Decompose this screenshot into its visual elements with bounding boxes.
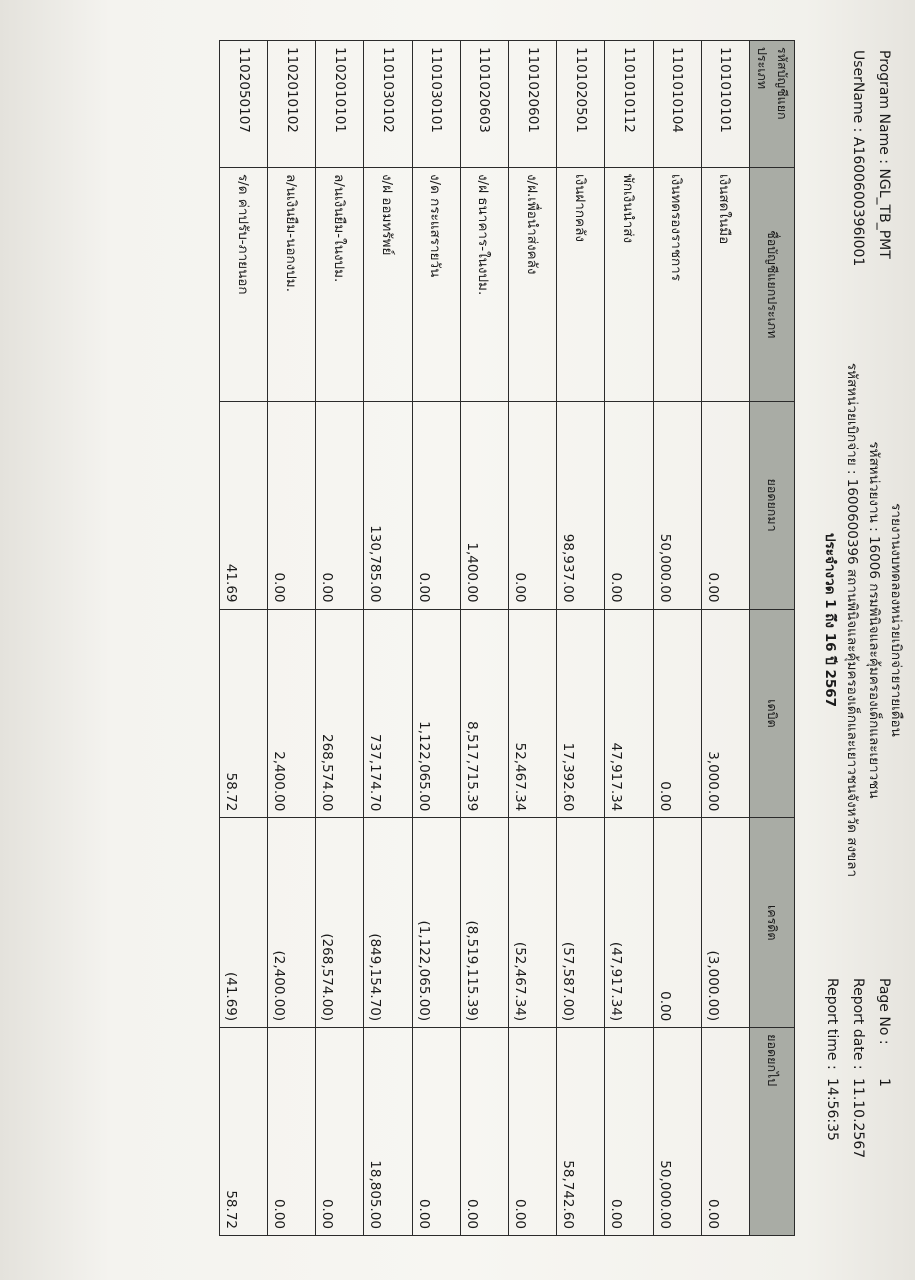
table-row xyxy=(219,41,267,1236)
cell-closing-balance: 58,742.60 xyxy=(557,1028,605,1236)
table-row xyxy=(364,41,412,1236)
col-header-account-name: ชื่อบัญชีแยกประเภท xyxy=(750,167,795,401)
table-row xyxy=(316,41,364,1236)
cell-credit: (2,400.00) xyxy=(268,818,316,1028)
col-header-credit: เครดิต xyxy=(750,818,795,1028)
cell-debit: 737,174.70 xyxy=(364,609,412,818)
cell-account-name: ง/ฝ ธนาคาร-ในงปม. xyxy=(460,167,508,401)
cell-closing-balance: 50,000.00 xyxy=(653,1028,701,1236)
col-header-opening-balance: ยอดยกมา xyxy=(750,401,795,609)
cell-account-code: 1101010101 xyxy=(701,41,749,168)
cell-debit: 2,400.00 xyxy=(268,609,316,818)
cell-opening-balance: 1,400.00 xyxy=(460,401,508,609)
cell-debit: 52,467.34 xyxy=(509,609,557,818)
report-time-value: 14:56:35 xyxy=(824,1078,840,1141)
cell-closing-balance: 0.00 xyxy=(316,1028,364,1236)
cell-account-code: 1101020603 xyxy=(460,41,508,168)
user-name: UserName : A1600600396I001 xyxy=(850,50,866,267)
unit-line: รหัสหน่วยเบิกจ่าย : 1600600396 สถานพินิจและคุ้มครองเด็กและเยาวชนจังหวัด สงขลา xyxy=(844,362,860,878)
cell-credit: 0.00 xyxy=(653,818,701,1028)
col-header-debit: เดบิต xyxy=(750,609,795,818)
cell-credit: (268,574.00) xyxy=(316,818,364,1028)
page-no-value: 1 xyxy=(876,1078,892,1087)
report-date-row xyxy=(845,978,871,1158)
table-row xyxy=(268,41,316,1236)
cell-credit: (52,467.34) xyxy=(509,818,557,1028)
cell-closing-balance: 18,805.00 xyxy=(364,1028,412,1236)
table-row xyxy=(557,41,605,1236)
cell-debit: 268,574.00 xyxy=(316,609,364,818)
cell-account-code: 1102010102 xyxy=(268,41,316,168)
cell-closing-balance: 0.00 xyxy=(605,1028,653,1236)
cell-account-code: 1101030102 xyxy=(364,41,412,168)
cell-opening-balance: 0.00 xyxy=(605,401,653,609)
table-row xyxy=(653,41,701,1236)
cell-closing-balance: 0.00 xyxy=(412,1028,460,1236)
cell-account-name: ล/นเงินยืม-นอกงปม. xyxy=(268,167,316,401)
table-row xyxy=(460,41,508,1236)
cell-debit: 0.00 xyxy=(653,609,701,818)
cell-account-code: 1101010112 xyxy=(605,41,653,168)
cell-debit: 17,392.60 xyxy=(557,609,605,818)
cell-account-name: ล/นเงินยืม-ในงปม. xyxy=(316,167,364,401)
cell-closing-balance: 58.72 xyxy=(219,1028,267,1236)
cell-closing-balance: 0.00 xyxy=(460,1028,508,1236)
cell-credit: (1,122,065.00) xyxy=(412,818,460,1028)
cell-debit: 1,122,065.00 xyxy=(412,609,460,818)
cell-account-name: เงินฝากคลัง xyxy=(557,167,605,401)
cell-opening-balance: 0.00 xyxy=(316,401,364,609)
cell-credit: (47,917.34) xyxy=(605,818,653,1028)
cell-account-name: พักเงินนำส่ง xyxy=(605,167,653,401)
cell-account-code: 1102050107 xyxy=(219,41,267,168)
program-name: Program Name : NGL_TB_PMT xyxy=(876,50,892,259)
cell-account-name: ง/ฝ.เพื่อนำส่งคลัง xyxy=(509,167,557,401)
table-row xyxy=(605,41,653,1236)
cell-closing-balance: 0.00 xyxy=(509,1028,557,1236)
table-header-row xyxy=(750,41,795,1236)
cell-credit: (849,154.70) xyxy=(364,818,412,1028)
cell-account-code: 1101020601 xyxy=(509,41,557,168)
cell-account-code: 1101010104 xyxy=(653,41,701,168)
col-header-account-code: รหัสบัญชีแยกประเภท xyxy=(750,41,795,168)
header-right xyxy=(819,978,897,1158)
period-line: ประจำงวด 1 ถึง 16 ปี 2567 xyxy=(822,532,838,708)
report-time-label: Report time : xyxy=(824,978,840,1070)
table-body xyxy=(219,41,749,1236)
cell-account-name: ง/ฝ ออมทรัพย์ xyxy=(364,167,412,401)
cell-account-name: เงินสดในมือ xyxy=(701,167,749,401)
report-date-value: 11.10.2567 xyxy=(850,1078,866,1159)
cell-account-code: 1101030101 xyxy=(412,41,460,168)
page-no-label: Page No : xyxy=(876,978,892,1045)
header-left xyxy=(845,50,897,266)
cell-opening-balance: 130,785.00 xyxy=(364,401,412,609)
cell-credit: (8,519,115.39) xyxy=(460,818,508,1028)
cell-opening-balance: 0.00 xyxy=(509,401,557,609)
agency-line: รหัสหน่วยงาน : 16006 กรมพินิจและคุ้มครองเด็กและเยาวชน xyxy=(866,441,882,799)
cell-closing-balance: 0.00 xyxy=(701,1028,749,1236)
cell-account-code: 1101020501 xyxy=(557,41,605,168)
report-time-row xyxy=(819,978,845,1158)
cell-opening-balance: 98,937.00 xyxy=(557,401,605,609)
table-row xyxy=(509,41,557,1236)
cell-opening-balance: 41.69 xyxy=(219,401,267,609)
cell-opening-balance: 0.00 xyxy=(412,401,460,609)
table-row xyxy=(701,41,749,1236)
cell-closing-balance: 0.00 xyxy=(268,1028,316,1236)
cell-debit: 8,517,715.39 xyxy=(460,609,508,818)
page-no-row xyxy=(871,978,897,1158)
header-center xyxy=(819,300,907,940)
cell-debit: 47,917.34 xyxy=(605,609,653,818)
cell-account-name: ร/ด ค่าปรับ-ภายนอก xyxy=(219,167,267,401)
trial-balance-table xyxy=(219,40,795,1236)
cell-credit: (57,587.00) xyxy=(557,818,605,1028)
cell-account-code: 1102010101 xyxy=(316,41,364,168)
cell-opening-balance: 0.00 xyxy=(268,401,316,609)
report-title: รายงานงบทดลองหน่วยเบิกจ่ายรายเดือน xyxy=(888,503,904,737)
cell-opening-balance: 0.00 xyxy=(701,401,749,609)
cell-credit: (3,000.00) xyxy=(701,818,749,1028)
cell-debit: 3,000.00 xyxy=(701,609,749,818)
cell-account-name: ง/ด กระแสรายวัน xyxy=(412,167,460,401)
col-header-closing-balance: ยอดยกไป xyxy=(750,1028,795,1236)
cell-credit: (41.69) xyxy=(219,818,267,1028)
report-date-label: Report date : xyxy=(850,978,866,1070)
cell-debit: 58.72 xyxy=(219,609,267,818)
table-row xyxy=(412,41,460,1236)
cell-account-name: เงินทดรองราชการ xyxy=(653,167,701,401)
cell-opening-balance: 50,000.00 xyxy=(653,401,701,609)
